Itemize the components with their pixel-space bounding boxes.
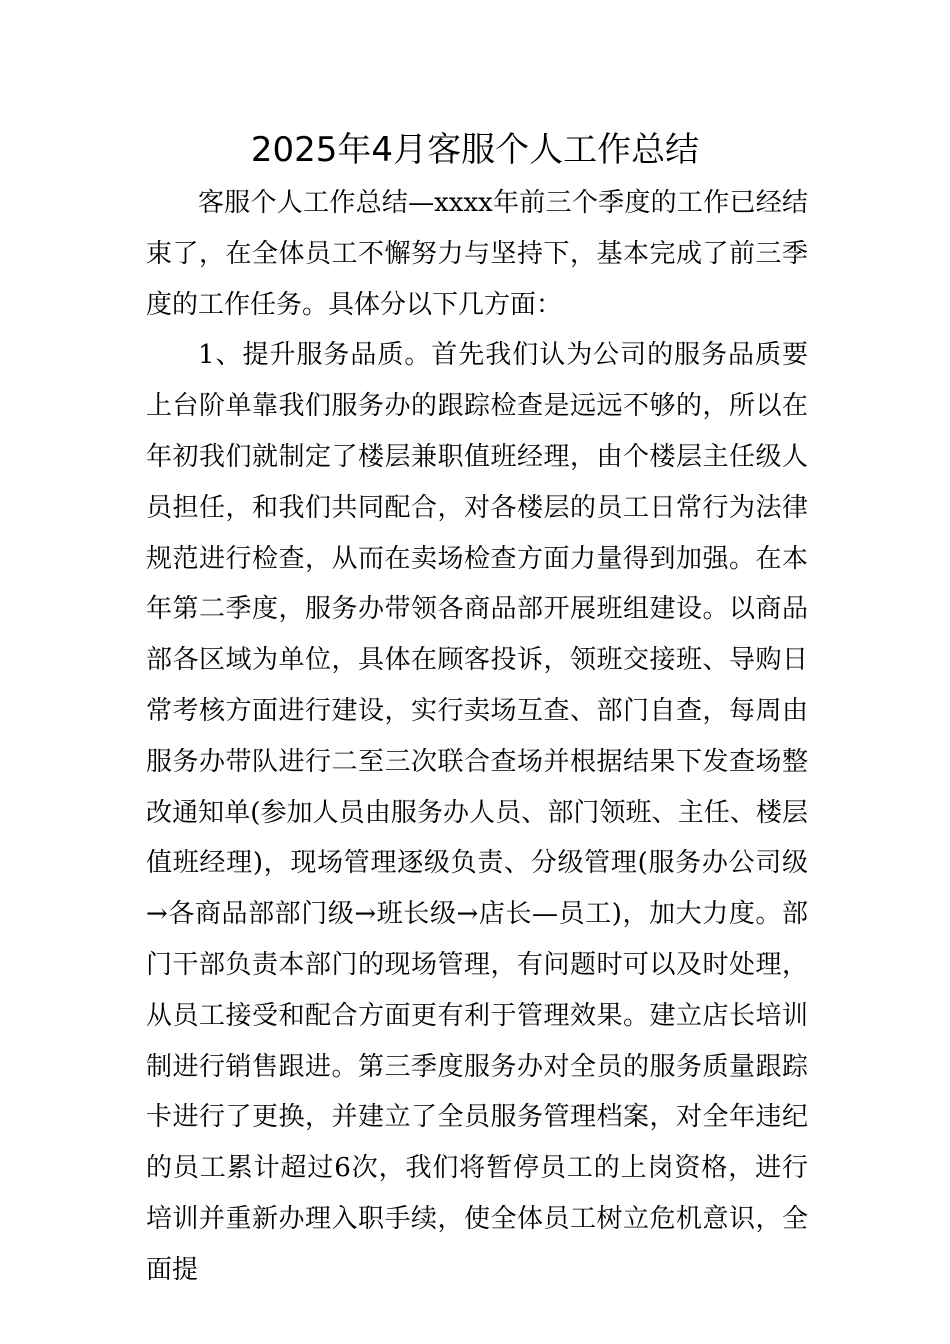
paragraph-service-quality: 1、提升服务品质。首先我们认为公司的服务品质要上台阶单靠我们服务办的跟踪检查是远远不够的，所以在年初我们就制定了楼层兼职值班经理，由个楼层主任级人员担任，和我们共同配合，对各楼层的员工日常行为法律规范进行检查，从而在卖场检查方面力量得到加强。在本年第二季度，服务办带领各商品部开展班组建设。以商品部各区域为单位，具体在顾客投诉，领班交接班、导购日常考核方面进行建设，实行卖场互查、部门自查，每周由服务办带队进行二至三次联合查场并根据结果下发查场整改通知单(参加人员由服务办人员、部门领班、主任、楼层值班经理)，现场管理逐级负责、分级管理(服务办公司级→各商品部部门级→班长级→店长—员工)，加大力度。部门干部负责本部门的现场管理，有问题时可以及时处理，从员工接受和配合方面更有利于管理效果。建立店长培训制进行销售跟进。第三季度服务办对全员的服务质量跟踪卡进行了更换，并建立了全员服务管理档案，对全年违纪的员工累计超过6次，我们将暂停员工的上岗资格，进行培训并重新办理入职手续，使全体员工树立危机意识，全面提 bbox=[146, 340, 808, 1285]
paragraph-intro: 客服个人工作总结—xxxx年前三个季度的工作已经结束了，在全体员工不懈努力与坚持下，基本完成了前三季度的工作任务。具体分以下几方面： bbox=[146, 188, 808, 320]
document-title: 2025年4月客服个人工作总结 bbox=[250, 130, 700, 170]
document-body bbox=[146, 178, 808, 1296]
